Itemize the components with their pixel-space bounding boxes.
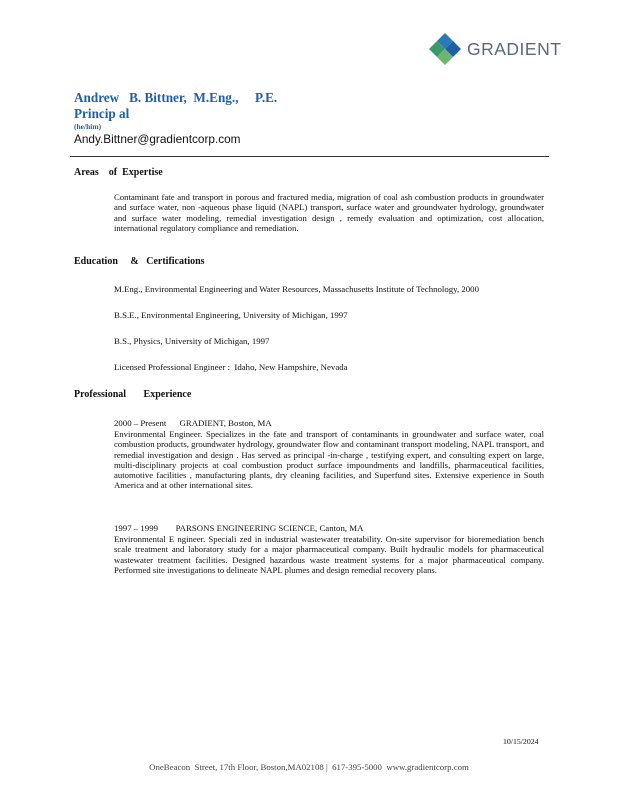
person-name: Andrew B. Bittner, M.Eng., P.E.	[74, 90, 278, 105]
job-entry	[114, 523, 544, 575]
document-date: 10/15/2024	[503, 737, 539, 746]
job-header: 2000 – Present GRADIENT, Boston, MA	[114, 418, 272, 428]
job-description: Environmental Engineer. Specializes in the fate and transport of contaminants in groundwater and surface water, coal combustion products, groundwater hydrology, groundwater flow and contaminant transport modeling, NAPL transport, and remedial investigation and design . Has served as principal -in-charge , testifying expert, and consulting expert on large, multi-disciplinary projects at coal combustion product surface impoundments and landfills, pharmaceutical facilities, automotive facilities , manufacturing plants, dry cleaning facilities, and Superfund sites. Extensive experience in South America and at other international sites.	[114, 429, 544, 491]
job-description: Environmental E ngineer. Speciali zed in industrial wastewater treatability. On-site supervisor for bioremediation bench scale treatment and laboratory study for a major pharmaceutical company. Built hydraulic models for pharmaceutical wastewater treatment facilities. Designed hazardous waste treatment systems for a major pharmaceutical company. Performed site investigations to delineate NAPL plumes and design remedial recovery plans.	[114, 534, 544, 575]
pronouns: (he/him)	[74, 122, 102, 131]
education-item: B.S.E., Environmental Engineering, University of Michigan, 1997	[114, 310, 348, 320]
job-entry	[114, 418, 544, 491]
gradient-logo-icon	[428, 32, 462, 66]
header-block	[74, 90, 277, 146]
certification-item: Licensed Professional Engineer : Idaho, New Hampshire, Nevada	[114, 362, 348, 372]
page-footer: OneBeacon Street, 17th Floor, Boston,MA02108 | 617-395-5000 www.gradientcorp.com	[149, 762, 469, 772]
email-address[interactable]: Andy.Bittner@gradientcorp.com	[74, 132, 241, 146]
company-logo	[428, 32, 561, 66]
expertise-text: Contaminant fate and transport in porous and fractured media, migration of coal ash combustion products in groundwater and surface water, non -aqueous phase liquid (NAPL) transport, surface water and groundwater hydrology, groundwater and surface water modeling, remedial investigation design , remedy evaluation and optimization, cost allocation, international regulatory compliance and remediation.	[114, 192, 544, 233]
education-item: M.Eng., Environmental Engineering and Water Resources, Massachusetts Institute of Technology, 2000	[114, 284, 479, 294]
section-heading-education: Education & Certifications	[74, 256, 205, 267]
person-title: Princip al	[74, 106, 130, 121]
logo-text: GRADIENT	[467, 38, 562, 59]
job-header: 1997 – 1999 PARSONS ENGINEERING SCIENCE, Canton, MA	[114, 523, 364, 533]
education-item: B.S., Physics, University of Michigan, 1997	[114, 336, 270, 346]
header-divider	[70, 156, 549, 157]
section-heading-expertise: Areas of Expertise	[74, 167, 163, 178]
section-heading-experience: Professional Experience	[74, 389, 192, 400]
